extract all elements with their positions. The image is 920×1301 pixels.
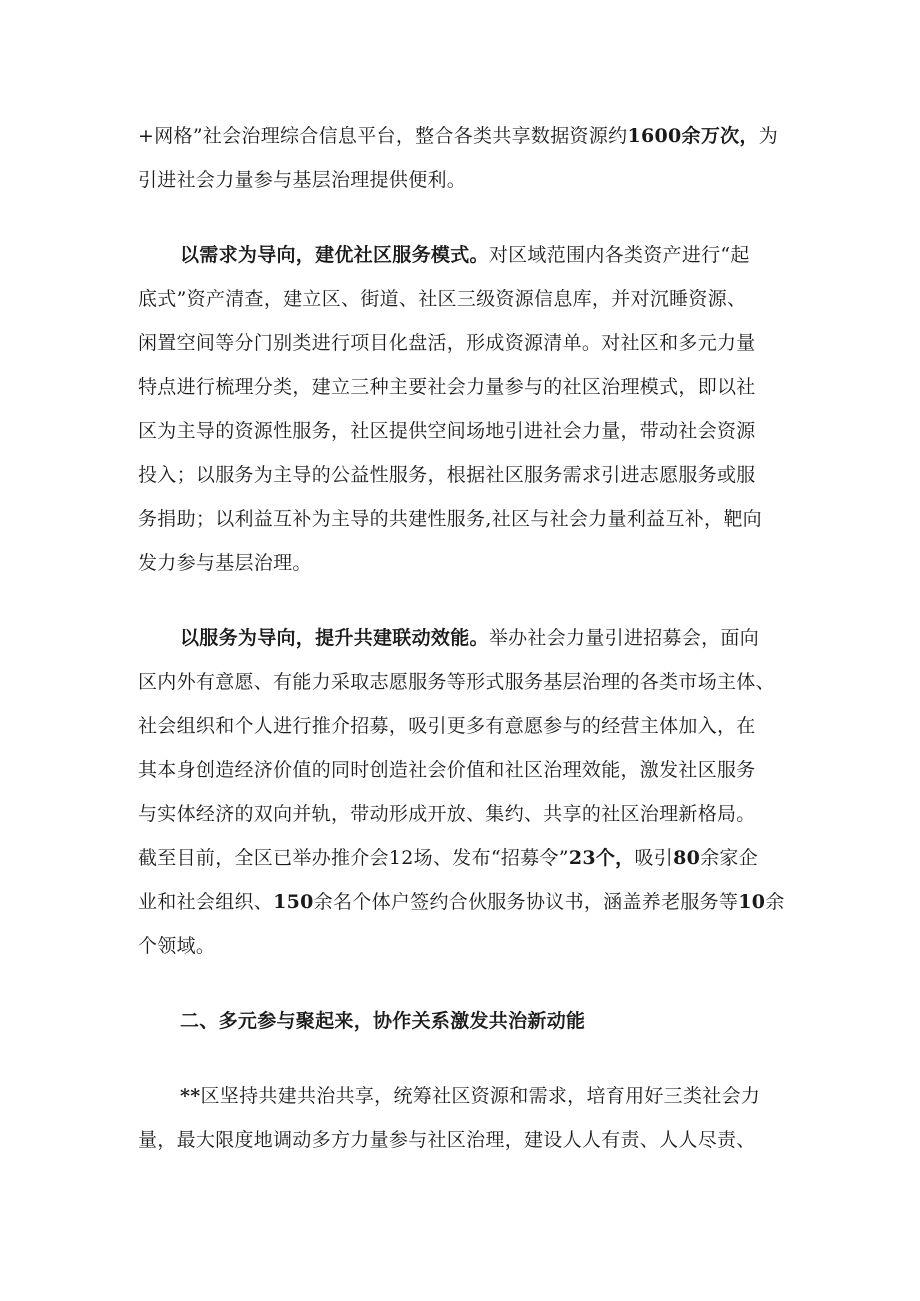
text-line	[138, 706, 756, 746]
text-run: 量，最大限度地调动多方力量参与社区治理，建设人人有责、人人尽责、	[138, 1129, 756, 1151]
text-run: 余家企	[700, 847, 759, 869]
text-run: 务捐助；以利益互补为主导的共建性服务,社区与社会力量利益互补，靶向	[138, 508, 762, 530]
paragraph-lead: 以需求为导向，建优社区服务模式。	[180, 244, 489, 266]
text-run: 投入；以服务为主导的公益性服务，根据社区服务需求引进志愿服务或服	[138, 464, 756, 486]
text-run: 闲置空间等分门别类进行项目化盘活，形成资源清单。对社区和多元力量	[138, 332, 756, 354]
text-line	[138, 543, 312, 583]
text-line	[138, 323, 756, 363]
text-run: 截至目前，全区已举办推介会12场、发布“招募令”	[138, 847, 569, 869]
text-line	[138, 926, 215, 966]
text-run: 吸引	[634, 847, 674, 869]
text-run: 其本身创造经济价值的同时创造社会价值和社区治理效能，激发社区服务	[138, 759, 756, 781]
text-run: 对区域范围内各类资产进行“起	[488, 244, 750, 266]
text-run: 与实体经济的双向并轨，带动形成开放、集约、共享的社区治理新格局。	[138, 803, 756, 825]
text-run: 个领域。	[138, 935, 216, 957]
text-line	[138, 160, 466, 200]
text-run: 社会组织和个人进行推介招募，吸引更多有意愿参与的经营主体加入，在	[138, 715, 756, 737]
text-line	[138, 1120, 756, 1160]
heading-text: 二、多元参与聚起来，协作关系激发共治新动能	[180, 1010, 586, 1032]
bold-run: 10	[738, 891, 766, 913]
text-line	[138, 499, 762, 539]
text-run: 业和社会组织、	[138, 891, 274, 913]
text-line	[138, 455, 756, 495]
text-line	[138, 279, 746, 319]
text-line	[138, 882, 785, 922]
text-run: 区为主导的资源性服务，社区提供空间场地引进社会力量，带动社会资源	[138, 420, 756, 442]
text-line	[138, 367, 756, 407]
text-run: 余	[765, 891, 785, 913]
text-line	[180, 235, 750, 275]
text-line	[180, 618, 759, 658]
text-line	[138, 794, 756, 834]
text-run: 余名个体户签约合伙服务协议书，涵盖养老服务等	[313, 891, 739, 913]
text-line	[138, 116, 778, 156]
text-run: 特点进行梳理分类，建立三种主要社会力量参与的社区治理模式，即以社	[138, 376, 756, 398]
text-run: 为	[758, 125, 779, 147]
section-heading	[180, 1001, 585, 1041]
paragraph-lead: 以服务为导向，提升共建联动效能。	[180, 627, 489, 649]
text-run: 底式”资产清查，建立区、街道、社区三级资源信息库，并对沉睡资源、	[138, 288, 747, 310]
text-run: 引进社会力量参与基层治理提供便利。	[138, 169, 467, 191]
bold-run: **	[180, 1085, 201, 1107]
text-line	[138, 750, 756, 790]
text-run: 发力参与基层治理。	[138, 552, 312, 574]
text-run: +网格”社会治理综合信息平台，整合各类共享数据资源约	[138, 125, 628, 147]
bold-run: 150	[273, 891, 314, 913]
bold-run: 80	[673, 847, 701, 869]
text-line	[138, 662, 775, 702]
text-line	[138, 838, 758, 878]
text-run: 举办社会力量引进招募会，面向	[488, 627, 760, 649]
bold-run: 23个，	[568, 847, 635, 869]
text-run: 区内外有意愿、有能力采取志愿服务等形式服务基层治理的各类市场主体、	[138, 671, 775, 693]
text-run: 区坚持共建共治共享，统筹社区资源和需求，培育用好三类社会力	[200, 1085, 761, 1107]
text-line	[180, 1076, 760, 1116]
text-line	[138, 411, 756, 451]
bold-run: 1600余万次，	[627, 125, 759, 147]
